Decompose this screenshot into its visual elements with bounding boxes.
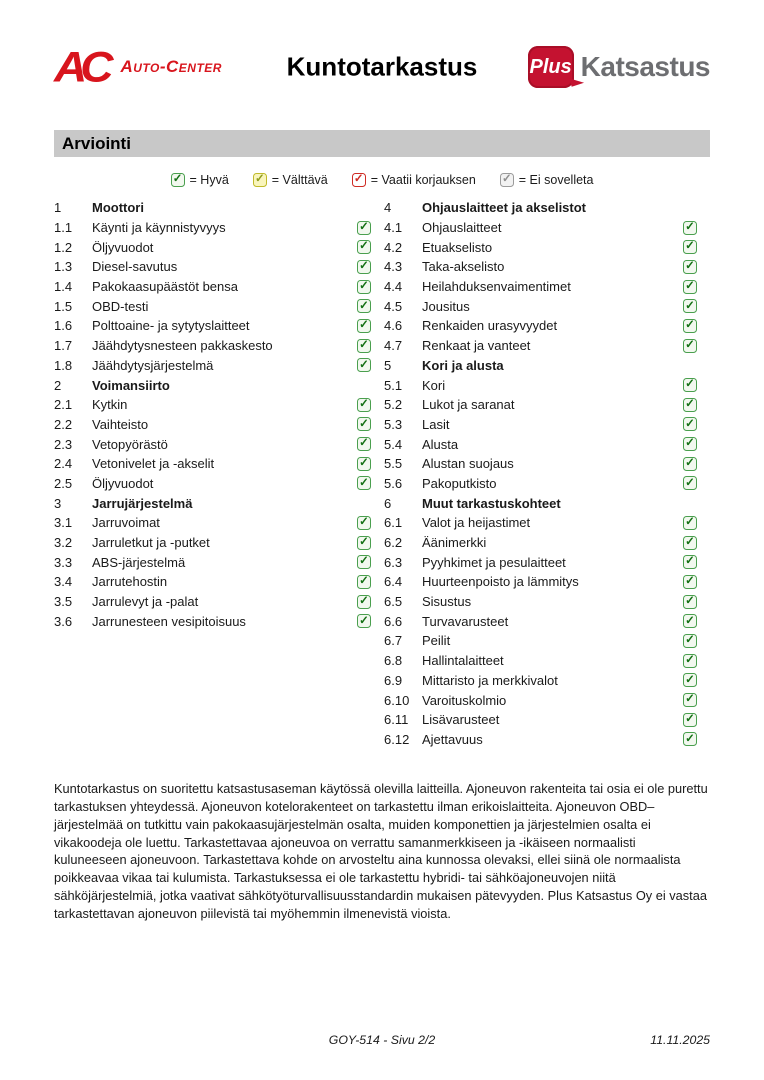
checklist-row-2.4 <box>54 454 384 474</box>
checklist <box>54 198 710 749</box>
item-number: 2.2 <box>54 416 73 432</box>
checklist-row-4.4 <box>384 277 710 297</box>
section-number: 2 <box>54 377 62 393</box>
section-number: 6 <box>384 495 392 511</box>
status-checkbox-good-icon: ✓ <box>357 319 371 333</box>
section-title: Muut tarkastuskohteet <box>422 495 561 511</box>
plus-badge-text: Plus <box>529 55 572 78</box>
section-title: Kori ja alusta <box>422 357 504 373</box>
item-number: 6.6 <box>384 613 403 629</box>
status-checkbox-good-icon: ✓ <box>683 555 697 569</box>
status-checkbox-good-icon: ✓ <box>683 634 697 648</box>
katsastus-logo-text: Katsastus <box>580 51 710 82</box>
checklist-right-column <box>384 198 710 749</box>
section-row-4 <box>384 198 710 218</box>
item-label: Äänimerkki <box>422 535 487 551</box>
item-label: Valot ja heijastimet <box>422 515 531 531</box>
status-checkbox-good-icon: ✓ <box>357 221 371 235</box>
item-label: Vaihteisto <box>92 416 149 432</box>
item-label: Turvavarusteet <box>422 613 509 629</box>
legend-label-na: = Ei sovelleta <box>518 173 594 187</box>
item-number: 3.6 <box>54 613 73 629</box>
legend-fair-checkbox-icon: ✓ <box>253 173 267 187</box>
item-number: 1.2 <box>54 239 73 255</box>
item-number: 4.5 <box>384 298 403 314</box>
item-label: Jousitus <box>422 298 470 314</box>
item-label: Peilit <box>422 633 451 649</box>
item-label: Alusta <box>422 436 459 452</box>
status-checkbox-good-icon: ✓ <box>357 358 371 372</box>
checklist-row-5.5 <box>384 454 710 474</box>
legend-item-repair <box>352 173 476 187</box>
item-label: Etuakselisto <box>422 239 493 255</box>
status-checkbox-good-icon: ✓ <box>357 339 371 353</box>
item-label: Lasit <box>422 416 450 432</box>
status-checkbox-good-icon: ✓ <box>683 516 697 530</box>
item-number: 1.8 <box>54 357 73 373</box>
item-label: Öljyvuodot <box>92 475 154 491</box>
plus-badge-icon <box>528 46 574 88</box>
status-checkbox-good-icon: ✓ <box>357 398 371 412</box>
checklist-row-5.6 <box>384 474 710 494</box>
item-number: 4.4 <box>384 279 403 295</box>
item-label: Pyyhkimet ja pesulaitteet <box>422 554 566 570</box>
section-header-arviointi: Arviointi <box>54 130 710 157</box>
checklist-row-4.5 <box>384 296 710 316</box>
status-checkbox-good-icon: ✓ <box>683 595 697 609</box>
checklist-row-4.6 <box>384 316 710 336</box>
item-label: Taka-akselisto <box>422 259 505 275</box>
auto-center-logo-text: Auto-Center <box>120 57 222 76</box>
checklist-row-3.6 <box>54 611 384 631</box>
checklist-row-1.7 <box>54 336 384 356</box>
status-checkbox-good-icon: ✓ <box>357 437 371 451</box>
status-checkbox-good-icon: ✓ <box>357 575 371 589</box>
item-label: Varoituskolmio <box>422 692 507 708</box>
status-checkbox-good-icon: ✓ <box>683 240 697 254</box>
item-label: Huurteenpoisto ja lämmitys <box>422 574 579 590</box>
page-footer-registration-page: GOY-514 - Sivu 2/2 <box>328 1033 436 1047</box>
item-label: Jarrutehostin <box>92 574 168 590</box>
checklist-row-2.1 <box>54 395 384 415</box>
legend-item-na <box>500 173 594 187</box>
status-checkbox-good-icon: ✓ <box>683 319 697 333</box>
item-number: 6.2 <box>384 535 403 551</box>
status-checkbox-good-icon: ✓ <box>683 457 697 471</box>
item-number: 4.2 <box>384 239 403 255</box>
checklist-row-1.6 <box>54 316 384 336</box>
item-label: Jarruvoimat <box>92 515 160 531</box>
section-number: 4 <box>384 200 392 216</box>
section-title: Moottori <box>92 200 144 216</box>
auto-center-logo <box>54 44 222 90</box>
status-checkbox-good-icon: ✓ <box>683 654 697 668</box>
status-checkbox-good-icon: ✓ <box>683 299 697 313</box>
item-label: Alustan suojaus <box>422 456 514 472</box>
status-checkbox-good-icon: ✓ <box>683 437 697 451</box>
status-checkbox-good-icon: ✓ <box>357 280 371 294</box>
legend-repair-checkbox-icon: ✓ <box>352 173 366 187</box>
checklist-row-4.2 <box>384 237 710 257</box>
section-title: Jarrujärjestelmä <box>92 495 193 511</box>
status-checkbox-good-icon: ✓ <box>357 260 371 274</box>
item-label: Mittaristo ja merkkivalot <box>422 672 558 688</box>
item-number: 6.9 <box>384 672 403 688</box>
checklist-row-5.2 <box>384 395 710 415</box>
section-row-5 <box>384 356 710 376</box>
status-checkbox-good-icon: ✓ <box>683 693 697 707</box>
legend-good-checkbox-icon: ✓ <box>171 173 185 187</box>
item-number: 5.4 <box>384 436 403 452</box>
item-label: Polttoaine- ja sytytyslaitteet <box>92 318 250 334</box>
item-number: 3.5 <box>54 594 73 610</box>
status-checkbox-good-icon: ✓ <box>357 240 371 254</box>
item-number: 1.6 <box>54 318 73 334</box>
item-label: Ajettavuus <box>422 731 483 747</box>
checklist-left-column <box>54 198 384 749</box>
section-row-2 <box>54 375 384 395</box>
item-number: 4.1 <box>384 220 403 236</box>
status-checkbox-good-icon: ✓ <box>683 221 697 235</box>
item-number: 6.4 <box>384 574 403 590</box>
checklist-row-6.11 <box>384 710 710 730</box>
checklist-row-3.2 <box>54 533 384 553</box>
status-checkbox-good-icon: ✓ <box>683 339 697 353</box>
status-legend <box>54 171 710 189</box>
item-label: Lukot ja saranat <box>422 397 515 413</box>
status-checkbox-good-icon: ✓ <box>683 260 697 274</box>
status-checkbox-good-icon: ✓ <box>683 732 697 746</box>
item-number: 6.12 <box>384 731 410 747</box>
checklist-row-3.5 <box>54 592 384 612</box>
checklist-row-2.2 <box>54 415 384 435</box>
status-checkbox-good-icon: ✓ <box>683 378 697 392</box>
section-number: 1 <box>54 200 62 216</box>
checklist-row-2.5 <box>54 474 384 494</box>
checklist-row-4.3 <box>384 257 710 277</box>
item-number: 5.3 <box>384 416 403 432</box>
status-checkbox-good-icon: ✓ <box>683 536 697 550</box>
checklist-row-1.1 <box>54 218 384 238</box>
item-label: Jarrunesteen vesipitoisuus <box>92 613 246 629</box>
legend-item-fair <box>253 173 328 187</box>
item-number: 5.6 <box>384 475 403 491</box>
item-label: Pakoputkisto <box>422 475 497 491</box>
item-label: Pakokaasupäästöt bensa <box>92 279 238 295</box>
item-number: 3.1 <box>54 515 73 531</box>
item-number: 2.4 <box>54 456 73 472</box>
item-number: 1.7 <box>54 338 73 354</box>
status-checkbox-good-icon: ✓ <box>357 417 371 431</box>
item-number: 1.1 <box>54 220 73 236</box>
checklist-row-6.10 <box>384 690 710 710</box>
item-number: 2.1 <box>54 397 73 413</box>
item-number: 3.3 <box>54 554 73 570</box>
status-checkbox-good-icon: ✓ <box>357 555 371 569</box>
report-header <box>54 38 710 96</box>
status-checkbox-good-icon: ✓ <box>357 457 371 471</box>
status-checkbox-good-icon: ✓ <box>683 575 697 589</box>
item-number: 1.4 <box>54 279 73 295</box>
checklist-row-2.3 <box>54 434 384 454</box>
status-checkbox-good-icon: ✓ <box>357 536 371 550</box>
item-number: 4.6 <box>384 318 403 334</box>
section-title: Ohjauslaitteet ja akselistot <box>422 200 587 216</box>
status-checkbox-good-icon: ✓ <box>683 398 697 412</box>
legend-label-good: = Hyvä <box>189 173 229 187</box>
checklist-row-1.2 <box>54 237 384 257</box>
item-number: 3.2 <box>54 535 73 551</box>
item-label: Hallintalaitteet <box>422 653 504 669</box>
section-row-3 <box>54 493 384 513</box>
checklist-row-6.8 <box>384 651 710 671</box>
status-checkbox-good-icon: ✓ <box>357 516 371 530</box>
checklist-row-4.1 <box>384 218 710 238</box>
item-number: 6.5 <box>384 594 403 610</box>
status-checkbox-good-icon: ✓ <box>357 595 371 609</box>
disclaimer-text: Kuntotarkastus on suoritettu katsastusaseman käytössä olevilla laitteilla. Ajoneuvon rakenteita tai osia ei ole purettu tarkastuksen yhteydessä. Ajoneuvon kotelorakenteet on tarkastettu ilman erikoislaitteita. Ajoneuvon OBD–järjestelmää on tutkittu vain pakokaasujärjestelmän osalta, muiden komponettien ja järjestelmien osalta ei vikakoodeja ole luettu. Tarkastettavaa ajoneuvoa on verrattu samanmerkkiseen ja -ikäiseen normaalisti kuluneeseen ajoneuvoon. Tarkastettava kohde on arvosteltu aina kunnossa olevaksi, ellei siinä ole normaalista poikkeavaa vikaa tai kulumista. Tarkastuksessa ei ole tarkastettu hybridi- tai sähköajoneuvojen niitä sähköjärjestelmiä, jotka vaativat sähkötyöturvallisuusstandardin mukaisen pätevyyden. Plus Katsastus Oy ei vastaa tarkastettavan ajoneuvon piilevistä tai myöhemmin ilmenevistä vioista. <box>54 781 708 921</box>
item-number: 2.5 <box>54 475 73 491</box>
item-number: 6.8 <box>384 653 403 669</box>
item-label: Vetonivelet ja -akselit <box>92 456 215 472</box>
checklist-row-5.4 <box>384 434 710 454</box>
checklist-row-1.8 <box>54 356 384 376</box>
item-label: OBD-testi <box>92 298 149 314</box>
item-number: 1.5 <box>54 298 73 314</box>
item-number: 6.11 <box>384 712 409 728</box>
section-row-1 <box>54 198 384 218</box>
item-label: Renkaiden urasyvyydet <box>422 318 558 334</box>
checklist-row-1.4 <box>54 277 384 297</box>
plus-katsastus-logo <box>528 46 710 88</box>
checklist-row-6.2 <box>384 533 710 553</box>
status-checkbox-good-icon: ✓ <box>357 299 371 313</box>
checklist-row-3.3 <box>54 552 384 572</box>
auto-center-monogram-icon: AC <box>54 43 107 91</box>
item-number: 6.1 <box>384 515 403 531</box>
item-number: 3.4 <box>54 574 73 590</box>
page-title: Kuntotarkastus <box>286 51 478 82</box>
item-label: Renkaat ja vanteet <box>422 338 531 354</box>
item-number: 1.3 <box>54 259 73 275</box>
legend-label-repair: = Vaatii korjauksen <box>370 173 476 187</box>
item-label: Diesel-savutus <box>92 259 178 275</box>
checklist-row-6.1 <box>384 513 710 533</box>
item-number: 6.10 <box>384 692 410 708</box>
checklist-row-6.4 <box>384 572 710 592</box>
item-label: Öljyvuodot <box>92 239 154 255</box>
item-number: 6.7 <box>384 633 403 649</box>
item-label: Jäähdytysjärjestelmä <box>92 357 214 373</box>
page-footer <box>54 1033 710 1051</box>
section-number: 5 <box>384 357 392 373</box>
checklist-row-3.1 <box>54 513 384 533</box>
checklist-row-6.3 <box>384 552 710 572</box>
item-label: Lisävarusteet <box>422 712 500 728</box>
status-checkbox-good-icon: ✓ <box>683 673 697 687</box>
item-label: Jäähdytysnesteen pakkaskesto <box>92 338 273 354</box>
item-label: Ohjauslaitteet <box>422 220 502 236</box>
status-checkbox-good-icon: ✓ <box>683 713 697 727</box>
section-row-6 <box>384 493 710 513</box>
item-label: Kori <box>422 377 446 393</box>
status-checkbox-good-icon: ✓ <box>683 476 697 490</box>
status-checkbox-good-icon: ✓ <box>357 614 371 628</box>
status-checkbox-good-icon: ✓ <box>683 280 697 294</box>
checklist-row-3.4 <box>54 572 384 592</box>
page-footer-date: 11.11.2025 <box>650 1033 710 1047</box>
legend-label-fair: = Välttävä <box>271 173 328 187</box>
item-label: ABS-järjestelmä <box>92 554 186 570</box>
checklist-row-5.1 <box>384 375 710 395</box>
checklist-row-6.5 <box>384 592 710 612</box>
checklist-row-1.5 <box>54 296 384 316</box>
item-label: Jarrulevyt ja -palat <box>92 594 199 610</box>
item-label: Kytkin <box>92 397 128 413</box>
item-number: 5.5 <box>384 456 403 472</box>
checklist-row-6.9 <box>384 671 710 691</box>
item-number: 5.2 <box>384 397 403 413</box>
checklist-row-5.3 <box>384 415 710 435</box>
item-number: 5.1 <box>384 377 403 393</box>
item-label: Käynti ja käynnistyvyys <box>92 220 226 236</box>
item-label: Sisustus <box>422 594 472 610</box>
checklist-row-6.6 <box>384 611 710 631</box>
item-number: 4.3 <box>384 259 403 275</box>
item-label: Vetopyörästö <box>92 436 168 452</box>
item-label: Heilahduksenvaimentimet <box>422 279 571 295</box>
legend-item-good <box>171 173 229 187</box>
status-checkbox-good-icon: ✓ <box>683 614 697 628</box>
item-label: Jarruletkut ja -putket <box>92 535 210 551</box>
checklist-row-1.3 <box>54 257 384 277</box>
status-checkbox-good-icon: ✓ <box>683 417 697 431</box>
item-number: 2.3 <box>54 436 73 452</box>
legend-na-checkbox-icon: ✓ <box>500 173 514 187</box>
section-title: Voimansiirto <box>92 377 170 393</box>
checklist-row-4.7 <box>384 336 710 356</box>
checklist-row-6.7 <box>384 631 710 651</box>
status-checkbox-good-icon: ✓ <box>357 476 371 490</box>
section-number: 3 <box>54 495 62 511</box>
item-number: 6.3 <box>384 554 403 570</box>
checklist-row-6.12 <box>384 730 710 750</box>
item-number: 4.7 <box>384 338 403 354</box>
